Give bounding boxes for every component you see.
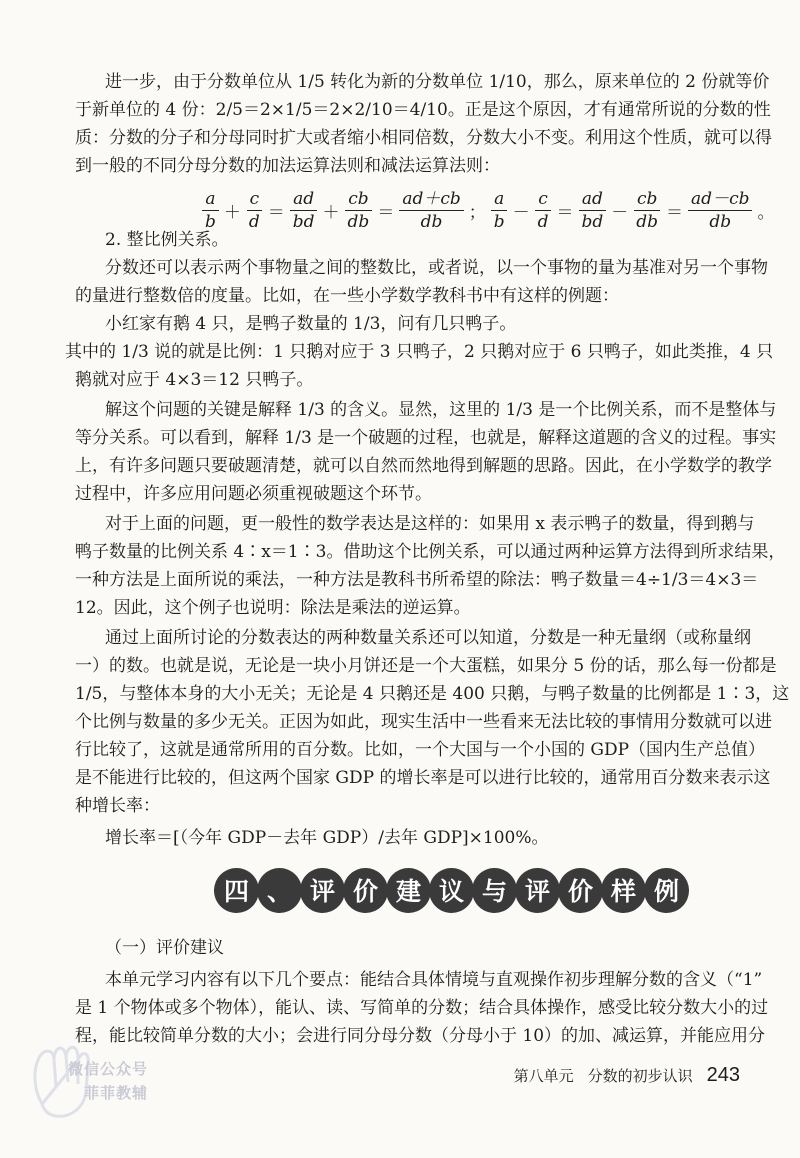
banner-char: 建 bbox=[388, 870, 429, 911]
paragraph-line: 质：分数的分子和分母同时扩大或者缩小相同倍数，分数大小不变。利用这个性质，就可以得 bbox=[75, 128, 772, 148]
paragraph-line: 是不能进行比较的，但这两个国家 GDP 的增长率是可以进行比较的，通常用百分数来表示这 bbox=[75, 768, 771, 788]
paragraph-line: 等分关系。可以看到，解释 1/3 是一个破题的过程，也就是，解释这道题的含义的过程。事实 bbox=[75, 428, 777, 448]
banner-char: 、 bbox=[259, 870, 300, 911]
paragraph-line: 种增长率： bbox=[75, 796, 160, 816]
fraction: $\frac{ad+cb}{db}$ bbox=[399, 189, 463, 232]
fraction: $\frac{a}{b}$ bbox=[202, 189, 219, 232]
banner-char: 价 bbox=[345, 870, 386, 911]
footer-title: 分数的初步认识 bbox=[587, 1067, 693, 1085]
fraction-formula: $\frac{a}{b}$ ＋ $\frac{c}{d}$ ＝ $\frac{ad}{bd}$ ＋ $\frac{cb}{db}$ ＝ $\frac{ad+cb}{db}$ ； $\frac{a}{b}$ － $\frac{c}{d}$ ＝ $\frac{ad}{bd}$ － $\frac{cb}{db}$ ＝ $\frac{ad-cb}{db}$ 。 bbox=[200, 178, 777, 242]
fraction: $\frac{ad}{bd}$ bbox=[579, 189, 607, 232]
paragraph-line: 鹅就对应于 4×3＝12 只鸭子。 bbox=[75, 370, 314, 390]
page-number: 243 bbox=[706, 1064, 740, 1086]
example-problem: 小红家有鹅 4 只，是鸭子数量的 1/3，问有几只鸭子。 bbox=[105, 314, 517, 334]
paragraph-line: 过程中，许多应用问题必须重视破题这个环节。 bbox=[75, 484, 432, 504]
banner-char: 价 bbox=[560, 870, 601, 911]
watermark-line2: 菲菲教辅 bbox=[84, 1084, 149, 1102]
fraction: $\frac{ad-cb}{db}$ bbox=[688, 189, 752, 232]
paragraph-line: 的量进行整数倍的度量。比如，在一些小学数学教科书中有这样的例题： bbox=[75, 286, 619, 306]
fraction: $\frac{cb}{db}$ bbox=[633, 189, 661, 232]
paragraph-line: 鸭子数量的比例关系 4∶x＝1∶3。借助这个比例关系，可以通过两种运算方法得到所求结果， bbox=[75, 542, 786, 562]
paragraph-line: 本单元学习内容有以下几个要点：能结合具体情境与直观操作初步理解分数的含义（“1” bbox=[105, 970, 763, 990]
paragraph-line: 其中的 1/3 说的就是比例：1 只鹅对应于 3 只鸭子，2 只鹅对应于 6 只鸭子，如此类推，4 只 bbox=[65, 342, 774, 362]
banner-char: 例 bbox=[646, 870, 687, 911]
paragraph-line: 到一般的不同分母分数的加法运算法则和减法运算法则： bbox=[75, 156, 500, 176]
paragraph-line: 是 1 个物体或多个物体），能认、读、写简单的分数；结合具体操作，感受比较分数大小的过 bbox=[75, 998, 769, 1018]
banner-char: 与 bbox=[474, 870, 515, 911]
growth-rate-formula: 增长率＝[（今年 GDP－去年 GDP）/去年 GDP]×100%。 bbox=[105, 828, 549, 848]
fraction: $\frac{ad}{bd}$ bbox=[290, 189, 318, 232]
paragraph-line: 对于上面的问题，更一般性的数学表达是这样的：如果用 x 表示鸭子的数量，得到鹅与 bbox=[105, 514, 755, 534]
paragraph-line: 12。因此，这个例子也说明：除法是乘法的逆运算。 bbox=[75, 598, 471, 618]
paragraph-line: 解这个问题的关键是解释 1/3 的含义。显然，这里的 1/3 是一个比例关系，而不是整体与 bbox=[105, 400, 777, 420]
paragraph-line: 个比例与数量的多少无关。正因为如此，现实生活中一些看来无法比较的事情用分数就可以进 bbox=[75, 712, 772, 732]
paragraph-line: 程，能比较简单分数的大小；会进行同分母分数（分母小于 10）的加、减运算，并能应用分 bbox=[75, 1026, 766, 1046]
watermark bbox=[24, 1030, 174, 1126]
banner-char: 议 bbox=[431, 870, 472, 911]
paragraph-line: 进一步，由于分数单位从 1/5 转化为新的分数单位 1/10，那么，原来单位的 2 份就等价 bbox=[105, 72, 770, 92]
chapter-banner bbox=[216, 866, 687, 914]
banner-char: 评 bbox=[302, 870, 343, 911]
banner-char: 四 bbox=[216, 870, 257, 911]
page-footer bbox=[514, 1064, 740, 1087]
banner-char: 评 bbox=[517, 870, 558, 911]
paragraph-line: 于新单位的 4 份：2/5＝2×1/5＝2×2/10＝4/10。正是这个原因，才有通常所说的分数的性 bbox=[75, 100, 771, 120]
paragraph-line: 1/5，与整体本身的大小无关；无论是 4 只鹅还是 400 只鹅，与鸭子数量的比例都是 1∶3，这 bbox=[75, 684, 790, 704]
fraction: $\frac{a}{b}$ bbox=[491, 189, 508, 232]
fraction: $\frac{c}{d}$ bbox=[246, 189, 263, 232]
subheading: （一）评价建议 bbox=[105, 938, 224, 958]
fraction: $\frac{c}{d}$ bbox=[535, 189, 552, 232]
paragraph-line: 一）的数。也就是说，无论是一块小月饼还是一个大蛋糕，如果分 5 份的话，那么每一份都是 bbox=[75, 656, 777, 676]
footer-unit: 第八单元 bbox=[513, 1067, 574, 1085]
paragraph-line: 行比较了，这就是通常所用的百分数。比如，一个大国与一个小国的 GDP（国内生产总值） bbox=[75, 740, 766, 760]
paragraph-line: 一种方法是上面所说的乘法，一种方法是教科书所希望的除法：鸭子数量＝4÷1/3＝4×3＝ bbox=[75, 570, 759, 590]
fraction: $\frac{cb}{db}$ bbox=[345, 189, 373, 232]
watermark-line1: 微信公众号 bbox=[68, 1060, 149, 1078]
paragraph-line: 分数还可以表示两个事物量之间的整数比，或者说，以一个事物的量为基准对另一个事物 bbox=[105, 258, 768, 278]
paragraph-line: 通过上面所讨论的分数表达的两种数量关系还可以知道，分数是一种无量纲（或称量纲 bbox=[105, 628, 751, 648]
section-heading: 2. 整比例关系。 bbox=[105, 230, 229, 250]
banner-char: 样 bbox=[603, 870, 644, 911]
paragraph-line: 上，有许多问题只要破题清楚，就可以自然而然地得到解题的思路。因此，在小学数学的教学 bbox=[75, 456, 772, 476]
